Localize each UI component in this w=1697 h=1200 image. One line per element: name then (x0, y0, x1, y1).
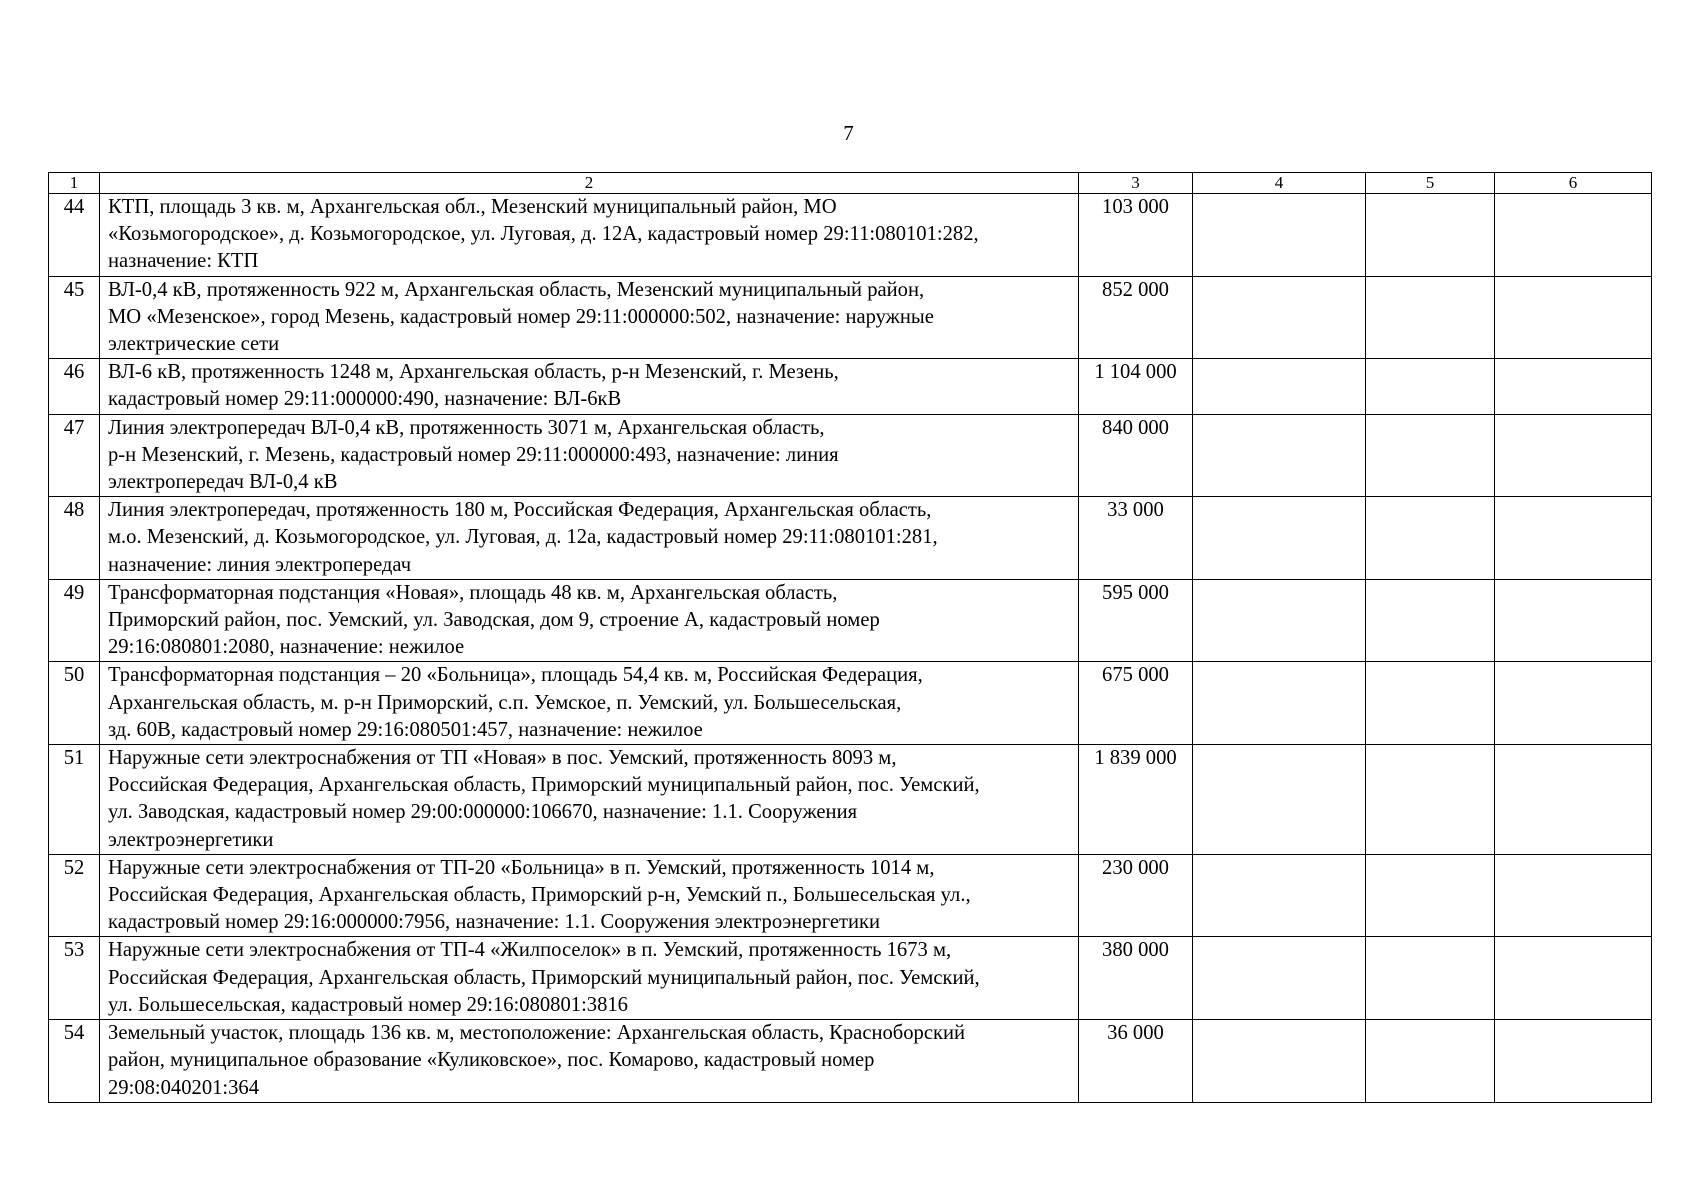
row-number: 51 (49, 745, 100, 855)
description-line: зд. 60В, кадастровый номер 29:16:080501:457, назначение: нежилое (108, 718, 703, 741)
empty-cell-col-5 (1366, 414, 1495, 497)
description-line: МО «Мезенское», город Мезень, кадастровый номер 29:11:000000:502, назначение: наружные (108, 305, 934, 328)
description-line: Линия электропередач, протяженность 180 м, Российская Федерация, Архангельская область, (108, 499, 932, 522)
description-line: р-н Мезенский, г. Мезень, кадастровый номер 29:11:000000:493, назначение: линия (108, 443, 839, 466)
description-line: Российская Федерация, Архангельская область, Приморский муниципальный район, пос. Уемский, (108, 966, 980, 989)
description-line: электроэнергетики (108, 828, 274, 851)
description-line: 29:08:040201:364 (108, 1076, 260, 1099)
empty-cell-col-6 (1495, 1020, 1652, 1103)
empty-cell-col-5 (1366, 194, 1495, 277)
row-description (100, 359, 1079, 414)
empty-cell-col-4 (1193, 194, 1366, 277)
description-line: Наружные сети электроснабжения от ТП «Новая» в пос. Уемский, протяженность 8093 м, (108, 747, 897, 770)
column-header-2: 2 (100, 173, 1079, 194)
row-price: 595 000 (1079, 579, 1193, 662)
row-price: 852 000 (1079, 276, 1193, 359)
description-line: электрические сети (108, 333, 280, 356)
row-number: 46 (49, 359, 100, 414)
description-line: Наружные сети электроснабжения от ТП-20 «Больница» в п. Уемский, протяженность 1014 м, (108, 856, 935, 879)
table-row (49, 937, 1652, 1020)
empty-cell-col-5 (1366, 359, 1495, 414)
description-line: 29:16:080801:2080, назначение: нежилое (108, 636, 465, 659)
empty-cell-col-5 (1366, 276, 1495, 359)
table-row (49, 579, 1652, 662)
column-header-3: 3 (1079, 173, 1193, 194)
empty-cell-col-5 (1366, 497, 1495, 580)
description-line: ВЛ-0,4 кВ, протяженность 922 м, Архангельская область, Мезенский муниципальный район, (108, 278, 925, 301)
row-price: 230 000 (1079, 854, 1193, 937)
property-register-table (48, 172, 1652, 1103)
description-line: КТП, площадь 3 кв. м, Архангельская обл., Мезенский муниципальный район, МО (108, 196, 837, 218)
column-header-6: 6 (1495, 173, 1652, 194)
description-line: ул. Заводская, кадастровый номер 29:00:000000:106670, назначение: 1.1. Сооружения (108, 801, 858, 824)
row-price: 675 000 (1079, 662, 1193, 745)
description-line: Земельный участок, площадь 136 кв. м, местоположение: Архангельская область, Красноборский (108, 1022, 966, 1045)
row-description (100, 937, 1079, 1020)
empty-cell-col-6 (1495, 662, 1652, 745)
row-description (100, 745, 1079, 855)
row-price: 840 000 (1079, 414, 1193, 497)
table-row (49, 497, 1652, 580)
row-number: 45 (49, 276, 100, 359)
empty-cell-col-5 (1366, 937, 1495, 1020)
table-row (49, 1020, 1652, 1103)
empty-cell-col-6 (1495, 937, 1652, 1020)
row-description (100, 662, 1079, 745)
table-row (49, 276, 1652, 359)
row-price: 1 104 000 (1079, 359, 1193, 414)
row-number: 44 (49, 194, 100, 277)
description-line: кадастровый номер 29:11:000000:490, назначение: ВЛ-6кВ (108, 388, 622, 411)
empty-cell-col-5 (1366, 745, 1495, 855)
table-row (49, 854, 1652, 937)
column-number-row (49, 173, 1652, 194)
empty-cell-col-6 (1495, 745, 1652, 855)
empty-cell-col-5 (1366, 579, 1495, 662)
row-price: 36 000 (1079, 1020, 1193, 1103)
description-line: Трансформаторная подстанция «Новая», площадь 48 кв. м, Архангельская область, (108, 581, 838, 604)
empty-cell-col-4 (1193, 1020, 1366, 1103)
column-header-1: 1 (49, 173, 100, 194)
row-price: 33 000 (1079, 497, 1193, 580)
empty-cell-col-4 (1193, 276, 1366, 359)
empty-cell-col-4 (1193, 359, 1366, 414)
page-number: 7 (843, 121, 854, 145)
row-price: 380 000 (1079, 937, 1193, 1020)
row-number: 49 (49, 579, 100, 662)
row-description (100, 276, 1079, 359)
description-line: район, муниципальное образование «Куликовское», пос. Комарово, кадастровый номер (108, 1049, 875, 1072)
table-row (49, 745, 1652, 855)
description-line: Наружные сети электроснабжения от ТП-4 «Жилпоселок» в п. Уемский, протяженность 1673 м, (108, 939, 952, 962)
table-row (49, 662, 1652, 745)
empty-cell-col-4 (1193, 414, 1366, 497)
row-number: 53 (49, 937, 100, 1020)
description-line: Трансформаторная подстанция – 20 «Больница», площадь 54,4 кв. м, Российская Федерация, (108, 664, 923, 687)
description-line: назначение: КТП (108, 250, 259, 273)
empty-cell-col-4 (1193, 579, 1366, 662)
description-line: назначение: линия электропередач (108, 553, 412, 576)
row-description (100, 497, 1079, 580)
column-header-4: 4 (1193, 173, 1366, 194)
table-row (49, 414, 1652, 497)
row-price: 103 000 (1079, 194, 1193, 277)
description-line: ВЛ-6 кВ, протяженность 1248 м, Архангельская область, р-н Мезенский, г. Мезень, (108, 361, 839, 384)
table-body (49, 173, 1652, 1103)
description-line: Архангельская область, м. р-н Приморский, с.п. Уемское, п. Уемский, ул. Большесельская, (108, 691, 902, 714)
empty-cell-col-6 (1495, 854, 1652, 937)
empty-cell-col-6 (1495, 579, 1652, 662)
empty-cell-col-5 (1366, 854, 1495, 937)
table-row (49, 359, 1652, 414)
row-number: 52 (49, 854, 100, 937)
table-row (49, 194, 1652, 277)
empty-cell-col-4 (1193, 662, 1366, 745)
empty-cell-col-5 (1366, 662, 1495, 745)
description-line: Линия электропередач ВЛ-0,4 кВ, протяженность 3071 м, Архангельская область, (108, 416, 825, 439)
description-line: м.о. Мезенский, д. Козьмогородское, ул. Луговая, д. 12а, кадастровый номер 29:11:080101:281, (108, 526, 938, 549)
description-line: ул. Большесельская, кадастровый номер 29:16:080801:3816 (108, 993, 628, 1016)
empty-cell-col-6 (1495, 276, 1652, 359)
row-description (100, 854, 1079, 937)
row-description (100, 414, 1079, 497)
row-description (100, 1020, 1079, 1103)
description-line: «Козьмогородское», д. Козьмогородское, ул. Луговая, д. 12А, кадастровый номер 29:11:080101:282, (108, 223, 979, 246)
empty-cell-col-4 (1193, 745, 1366, 855)
empty-cell-col-4 (1193, 497, 1366, 580)
empty-cell-col-5 (1366, 1020, 1495, 1103)
description-line: Российская Федерация, Архангельская область, Приморский р-н, Уемский п., Большесельская ул., (108, 884, 971, 907)
row-description (100, 579, 1079, 662)
description-line: Российская Федерация, Архангельская область, Приморский муниципальный район, пос. Уемский, (108, 774, 980, 797)
empty-cell-col-4 (1193, 854, 1366, 937)
row-number: 54 (49, 1020, 100, 1103)
empty-cell-col-4 (1193, 937, 1366, 1020)
description-line: Приморский район, пос. Уемский, ул. Заводская, дом 9, строение А, кадастровый номер (108, 609, 880, 632)
row-number: 50 (49, 662, 100, 745)
empty-cell-col-6 (1495, 497, 1652, 580)
row-price: 1 839 000 (1079, 745, 1193, 855)
description-line: кадастровый номер 29:16:000000:7956, назначение: 1.1. Сооружения электроэнергетики (108, 911, 881, 934)
empty-cell-col-6 (1495, 414, 1652, 497)
row-description (100, 194, 1079, 277)
empty-cell-col-6 (1495, 194, 1652, 277)
row-number: 48 (49, 497, 100, 580)
row-number: 47 (49, 414, 100, 497)
column-header-5: 5 (1366, 173, 1495, 194)
empty-cell-col-6 (1495, 359, 1652, 414)
description-line: электропередач ВЛ-0,4 кВ (108, 471, 338, 494)
